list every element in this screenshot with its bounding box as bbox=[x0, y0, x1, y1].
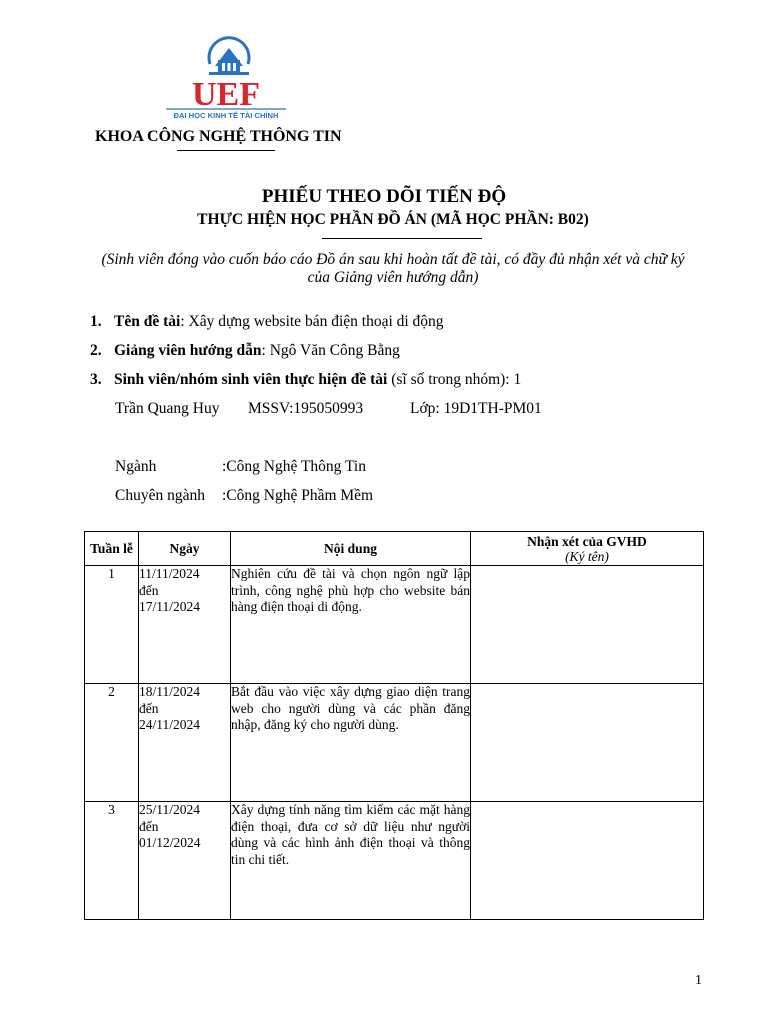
comment-cell bbox=[471, 802, 704, 920]
progress-table bbox=[84, 531, 704, 920]
student-id: MSSV:195050993 bbox=[248, 400, 364, 417]
table-row bbox=[85, 566, 704, 684]
major-label: Ngành bbox=[115, 458, 157, 475]
student-class: Lớp: 19D1TH-PM01 bbox=[410, 400, 542, 417]
week-cell: 1 bbox=[85, 566, 139, 684]
logo-subtitle: ĐẠI HỌC KINH TẾ TÀI CHÍNH bbox=[173, 111, 279, 120]
item-value: : Ngô Văn Công Bằng bbox=[261, 342, 400, 359]
week-cell: 2 bbox=[85, 684, 139, 802]
item-students bbox=[90, 371, 521, 389]
date-to-word: đến bbox=[139, 818, 159, 834]
date-to: 17/11/2024 bbox=[139, 599, 201, 614]
faculty-name: KHOA CÔNG NGHỆ THÔNG TIN bbox=[95, 128, 342, 145]
item-supervisor bbox=[90, 342, 400, 360]
item-label: Sinh viên/nhóm sinh viên thực hiện đề tài bbox=[114, 371, 388, 388]
major-value: :Công Nghệ Thông Tin bbox=[222, 458, 366, 475]
item-label: Tên đề tài bbox=[114, 313, 181, 330]
specialization-value: :Công Nghệ Phầm Mềm bbox=[222, 487, 374, 504]
comment-cell bbox=[471, 566, 704, 684]
item-number: 2. bbox=[90, 342, 102, 359]
header-week: Tuần lễ bbox=[85, 532, 139, 566]
form-title: PHIẾU THEO DÕI TIẾN ĐỘ bbox=[261, 186, 507, 207]
item-number: 3. bbox=[90, 371, 102, 388]
date-cell bbox=[139, 684, 231, 802]
table-row bbox=[85, 684, 704, 802]
item-value: (sĩ số trong nhóm): 1 bbox=[387, 371, 522, 388]
date-to-word: đến bbox=[139, 582, 159, 598]
header-comment-sign: (Ký tên) bbox=[565, 548, 609, 564]
specialization-label: Chuyên ngành bbox=[115, 487, 205, 504]
date-from: 25/11/2024 bbox=[139, 802, 201, 817]
date-from: 11/11/2024 bbox=[139, 566, 200, 581]
table-header-row bbox=[85, 532, 704, 566]
item-value: : Xây dựng website bán điện thoại di động bbox=[180, 313, 444, 330]
header-comment-title: Nhận xét của GVHD bbox=[527, 533, 647, 549]
page-number: 1 bbox=[695, 973, 702, 988]
logo-wordmark: UEF bbox=[192, 76, 260, 113]
item-number: 1. bbox=[90, 313, 102, 330]
content-cell: Bắt đầu vào việc xây dựng giao diện trang web cho người dùng và các phần đăng nhập, đăng ký cho người dùng. bbox=[231, 684, 471, 802]
date-to-word: đến bbox=[139, 700, 159, 716]
student-name: Trần Quang Huy bbox=[115, 400, 220, 417]
table-row bbox=[85, 802, 704, 920]
content-cell: Nghiên cứu đề tài và chọn ngôn ngữ lập trình, công nghệ phù hợp cho website bán hàng điện thoại di động. bbox=[231, 566, 471, 684]
date-cell bbox=[139, 566, 231, 684]
content-cell: Xây dựng tính năng tìm kiếm các mặt hàng điện thoại, đưa cơ sở dữ liệu như người dùng và các hình ảnh điện thoại và thông tin chi tiết. bbox=[231, 802, 471, 920]
title-underline bbox=[322, 238, 482, 239]
header-content: Nội dung bbox=[231, 532, 471, 566]
item-topic bbox=[90, 313, 444, 331]
faculty-underline bbox=[177, 150, 275, 151]
date-to: 01/12/2024 bbox=[139, 835, 201, 850]
date-from: 18/11/2024 bbox=[139, 684, 201, 699]
comment-cell bbox=[471, 684, 704, 802]
date-to: 24/11/2024 bbox=[139, 717, 201, 732]
uef-logo bbox=[160, 36, 292, 122]
week-cell: 3 bbox=[85, 802, 139, 920]
date-cell bbox=[139, 802, 231, 920]
header-comment bbox=[471, 532, 704, 566]
header-date: Ngày bbox=[139, 532, 231, 566]
instruction-note: (Sinh viên đóng vào cuốn báo cáo Đồ án sau khi hoàn tất đề tài, có đầy đủ nhận xét và chữ ký của Giảng viên hướng dẫn) bbox=[101, 251, 685, 286]
item-label: Giảng viên hướng dẫn bbox=[114, 342, 262, 359]
form-subtitle: THỰC HIỆN HỌC PHẦN ĐỒ ÁN (MÃ HỌC PHẦN: B02) bbox=[197, 211, 589, 228]
